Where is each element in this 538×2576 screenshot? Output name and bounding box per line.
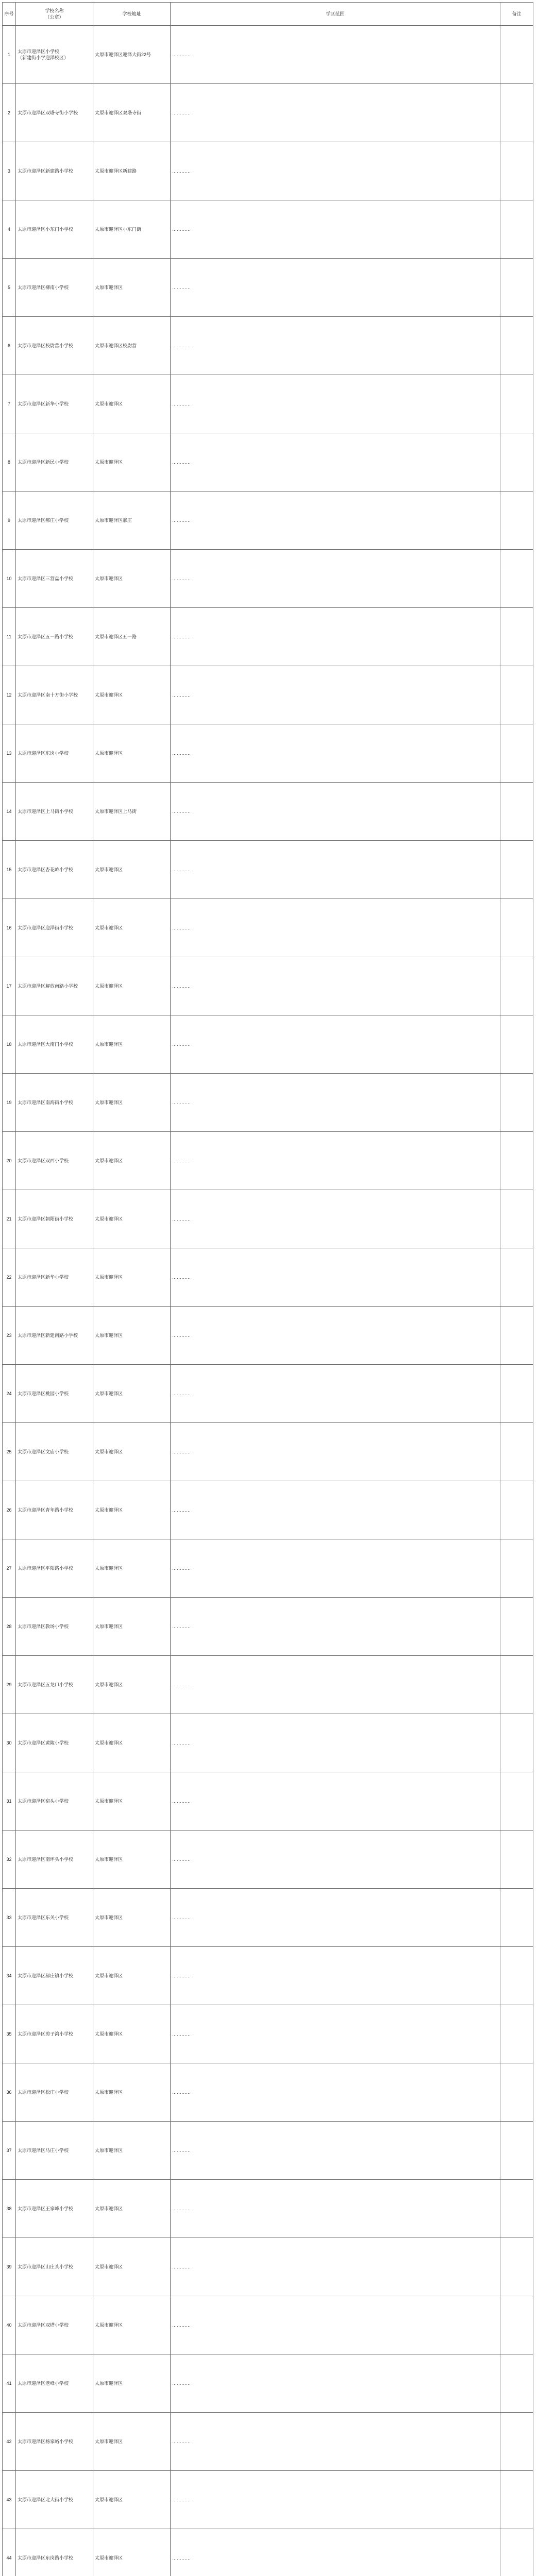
cell-district-range: ………… xyxy=(171,1772,500,1831)
table-row xyxy=(3,2413,533,2471)
table-row xyxy=(3,783,533,841)
cell-no: 3 xyxy=(3,142,16,200)
cell-school-name: 太原市迎泽区松庄小学校 xyxy=(16,2063,93,2122)
cell-district-range: ………… xyxy=(171,2180,500,2238)
cell-no: 17 xyxy=(3,957,16,1015)
cell-address: 太原市迎泽区 xyxy=(93,1132,171,1190)
header-address: 学校地址 xyxy=(93,3,171,26)
table-body xyxy=(3,26,533,2576)
cell-no: 6 xyxy=(3,317,16,375)
cell-no: 33 xyxy=(3,1889,16,1947)
cell-district-range: ………… xyxy=(171,1074,500,1132)
cell-district-range: ………… xyxy=(171,2005,500,2063)
cell-school-name: 太原市迎泽区双塔寺街小学校 xyxy=(16,84,93,142)
cell-address: 太原市迎泽区郝庄 xyxy=(93,492,171,550)
cell-address: 太原市迎泽区上马街 xyxy=(93,783,171,841)
cell-note xyxy=(500,1307,533,1365)
cell-address: 太原市迎泽区 xyxy=(93,1190,171,1248)
cell-no: 2 xyxy=(3,84,16,142)
cell-note xyxy=(500,433,533,492)
cell-address: 太原市迎泽区新建路 xyxy=(93,142,171,200)
cell-note xyxy=(500,1423,533,1481)
header-district-range: 学区范围 xyxy=(171,3,500,26)
table-row xyxy=(3,1714,533,1772)
table-row xyxy=(3,841,533,899)
cell-note xyxy=(500,1015,533,1074)
cell-note xyxy=(500,84,533,142)
table-row xyxy=(3,2296,533,2354)
cell-note xyxy=(500,1248,533,1307)
cell-no: 22 xyxy=(3,1248,16,1307)
cell-school-name: 太原市迎泽区东关小学校 xyxy=(16,1889,93,1947)
table-row xyxy=(3,1248,533,1307)
cell-school-name: 太原市迎泽区东岗路小学校 xyxy=(16,2529,93,2576)
cell-district-range: ………… xyxy=(171,957,500,1015)
cell-note xyxy=(500,2063,533,2122)
cell-school-name: 太原市迎泽区新华小学校 xyxy=(16,375,93,433)
cell-address: 太原市迎泽区 xyxy=(93,1481,171,1539)
cell-note xyxy=(500,375,533,433)
cell-school-name: 太原市迎泽区迎泽街小学校 xyxy=(16,899,93,957)
cell-address: 太原市迎泽区 xyxy=(93,666,171,724)
cell-no: 1 xyxy=(3,26,16,84)
table-row xyxy=(3,1656,533,1714)
cell-note xyxy=(500,1714,533,1772)
cell-address: 太原市迎泽区 xyxy=(93,1889,171,1947)
table-row xyxy=(3,957,533,1015)
cell-address: 太原市迎泽区 xyxy=(93,1947,171,2005)
cell-note xyxy=(500,1539,533,1598)
cell-note xyxy=(500,2122,533,2180)
table-header-row xyxy=(3,3,533,26)
cell-school-name: 太原市迎泽区新建南路小学校 xyxy=(16,1307,93,1365)
cell-note xyxy=(500,142,533,200)
table-row xyxy=(3,259,533,317)
cell-school-name: 太原市迎泽区山庄头小学校 xyxy=(16,2238,93,2296)
table-row xyxy=(3,2238,533,2296)
table-row xyxy=(3,2471,533,2529)
cell-no: 19 xyxy=(3,1074,16,1132)
cell-note xyxy=(500,200,533,259)
table-row xyxy=(3,1598,533,1656)
cell-no: 23 xyxy=(3,1307,16,1365)
table-row xyxy=(3,724,533,783)
cell-note xyxy=(500,608,533,666)
cell-school-name: 太原市迎泽区教场小学校 xyxy=(16,1598,93,1656)
cell-school-name: 太原市迎泽区郝庄镇小学校 xyxy=(16,1947,93,2005)
cell-address: 太原市迎泽区 xyxy=(93,259,171,317)
table-row xyxy=(3,1423,533,1481)
cell-no: 30 xyxy=(3,1714,16,1772)
table-row xyxy=(3,84,533,142)
cell-no: 9 xyxy=(3,492,16,550)
cell-address: 太原市迎泽区 xyxy=(93,1365,171,1423)
cell-school-name: 太原市迎泽区东岗小学校 xyxy=(16,724,93,783)
cell-note xyxy=(500,2238,533,2296)
cell-no: 35 xyxy=(3,2005,16,2063)
cell-address: 太原市迎泽区 xyxy=(93,957,171,1015)
cell-school-name: 太原市迎泽区解放南路小学校 xyxy=(16,957,93,1015)
cell-no: 10 xyxy=(3,550,16,608)
cell-note xyxy=(500,724,533,783)
cell-district-range: ………… xyxy=(171,1481,500,1539)
cell-district-range: ………… xyxy=(171,1831,500,1889)
cell-district-range: ………… xyxy=(171,1190,500,1248)
cell-address: 太原市迎泽区 xyxy=(93,1307,171,1365)
table-row xyxy=(3,1015,533,1074)
cell-no: 42 xyxy=(3,2413,16,2471)
cell-note xyxy=(500,2296,533,2354)
cell-address: 太原市迎泽区 xyxy=(93,2296,171,2354)
cell-address: 太原市迎泽区 xyxy=(93,899,171,957)
cell-school-name: 太原市迎泽区杨家峪小学校 xyxy=(16,2413,93,2471)
table-row xyxy=(3,1481,533,1539)
cell-school-name: 太原市迎泽区黄陵小学校 xyxy=(16,1714,93,1772)
cell-no: 25 xyxy=(3,1423,16,1481)
cell-no: 11 xyxy=(3,608,16,666)
cell-no: 4 xyxy=(3,200,16,259)
cell-school-name: 太原市迎泽区大南门小学校 xyxy=(16,1015,93,1074)
table-row xyxy=(3,492,533,550)
table-row xyxy=(3,1831,533,1889)
school-district-table xyxy=(2,2,533,2576)
cell-note xyxy=(500,317,533,375)
cell-no: 29 xyxy=(3,1656,16,1714)
cell-school-name: 太原市迎泽区青年路小学校 xyxy=(16,1481,93,1539)
cell-district-range: ………… xyxy=(171,317,500,375)
cell-school-name: 太原市迎泽区新华小学校 xyxy=(16,1248,93,1307)
cell-no: 24 xyxy=(3,1365,16,1423)
cell-note xyxy=(500,259,533,317)
cell-note xyxy=(500,550,533,608)
cell-address: 太原市迎泽区 xyxy=(93,1831,171,1889)
cell-address: 太原市迎泽区 xyxy=(93,1656,171,1714)
cell-district-range: ………… xyxy=(171,550,500,608)
cell-address: 太原市迎泽区校尉营 xyxy=(93,317,171,375)
cell-district-range: ………… xyxy=(171,2063,500,2122)
table-row xyxy=(3,899,533,957)
cell-address: 太原市迎泽区 xyxy=(93,1539,171,1598)
cell-note xyxy=(500,1598,533,1656)
cell-no: 36 xyxy=(3,2063,16,2122)
cell-school-name: 太原市迎泽区南坪头小学校 xyxy=(16,1831,93,1889)
table-row xyxy=(3,1539,533,1598)
cell-no: 14 xyxy=(3,783,16,841)
cell-school-name: 太原市迎泽区文庙小学校 xyxy=(16,1423,93,1481)
cell-note xyxy=(500,1831,533,1889)
cell-district-range: ………… xyxy=(171,724,500,783)
cell-district-range: ………… xyxy=(171,1539,500,1598)
cell-no: 39 xyxy=(3,2238,16,2296)
cell-school-name: 太原市迎泽区朝阳街小学校 xyxy=(16,1190,93,1248)
cell-address: 太原市迎泽区 xyxy=(93,2471,171,2529)
table-row xyxy=(3,317,533,375)
table-row xyxy=(3,2180,533,2238)
cell-no: 38 xyxy=(3,2180,16,2238)
cell-district-range: ………… xyxy=(171,1714,500,1772)
cell-no: 7 xyxy=(3,375,16,433)
cell-district-range: ………… xyxy=(171,1656,500,1714)
cell-no: 21 xyxy=(3,1190,16,1248)
cell-address: 太原市迎泽区 xyxy=(93,1074,171,1132)
cell-no: 18 xyxy=(3,1015,16,1074)
table-row xyxy=(3,375,533,433)
cell-district-range: ………… xyxy=(171,492,500,550)
cell-address: 太原市迎泽区 xyxy=(93,2529,171,2576)
cell-address: 太原市迎泽区小东门街 xyxy=(93,200,171,259)
cell-no: 31 xyxy=(3,1772,16,1831)
table-row xyxy=(3,1307,533,1365)
table-row xyxy=(3,200,533,259)
cell-district-range: ………… xyxy=(171,433,500,492)
table-row xyxy=(3,1132,533,1190)
cell-no: 32 xyxy=(3,1831,16,1889)
cell-district-range: ………… xyxy=(171,1132,500,1190)
cell-no: 41 xyxy=(3,2354,16,2413)
cell-school-name: 太原市迎泽区马庄小学校 xyxy=(16,2122,93,2180)
cell-no: 5 xyxy=(3,259,16,317)
cell-district-range: ………… xyxy=(171,200,500,259)
cell-school-name: 太原市迎泽区校尉营小学校 xyxy=(16,317,93,375)
cell-no: 15 xyxy=(3,841,16,899)
cell-note xyxy=(500,1889,533,1947)
table-row xyxy=(3,1190,533,1248)
enrollment-table-frame xyxy=(2,2,533,2576)
header-note: 备注 xyxy=(500,3,533,26)
cell-address: 太原市迎泽区 xyxy=(93,724,171,783)
cell-address: 太原市迎泽区 xyxy=(93,2180,171,2238)
cell-note xyxy=(500,26,533,84)
cell-school-name: 太原市迎泽区双西小学校 xyxy=(16,1132,93,1190)
cell-no: 26 xyxy=(3,1481,16,1539)
table-row xyxy=(3,433,533,492)
cell-no: 37 xyxy=(3,2122,16,2180)
cell-note xyxy=(500,1074,533,1132)
cell-district-range: ………… xyxy=(171,2238,500,2296)
cell-address: 太原市迎泽区 xyxy=(93,1423,171,1481)
cell-school-name: 太原市迎泽区五龙口小学校 xyxy=(16,1656,93,1714)
cell-school-name: 太原市迎泽区南海街小学校 xyxy=(16,1074,93,1132)
cell-no: 44 xyxy=(3,2529,16,2576)
cell-address: 太原市迎泽区 xyxy=(93,1772,171,1831)
cell-note xyxy=(500,957,533,1015)
cell-district-range: ………… xyxy=(171,2413,500,2471)
cell-district-range: ………… xyxy=(171,1365,500,1423)
cell-school-name: 太原市迎泽区王家峰小学校 xyxy=(16,2180,93,2238)
cell-note xyxy=(500,2413,533,2471)
cell-address: 太原市迎泽区五一路 xyxy=(93,608,171,666)
cell-no: 8 xyxy=(3,433,16,492)
cell-note xyxy=(500,1656,533,1714)
cell-address: 太原市迎泽区 xyxy=(93,1248,171,1307)
cell-district-range: ………… xyxy=(171,1423,500,1481)
cell-district-range: ………… xyxy=(171,2296,500,2354)
cell-district-range: ………… xyxy=(171,2354,500,2413)
cell-note xyxy=(500,2005,533,2063)
cell-no: 12 xyxy=(3,666,16,724)
cell-school-name: 太原市迎泽区新建路小学校 xyxy=(16,142,93,200)
cell-school-name: 太原市迎泽区郝庄小学校 xyxy=(16,492,93,550)
cell-address: 太原市迎泽区 xyxy=(93,1714,171,1772)
cell-address: 太原市迎泽区 xyxy=(93,1015,171,1074)
cell-address: 太原市迎泽区 xyxy=(93,841,171,899)
cell-address: 太原市迎泽区 xyxy=(93,375,171,433)
cell-district-range: ………… xyxy=(171,142,500,200)
table-row xyxy=(3,550,533,608)
cell-district-range: ………… xyxy=(171,2471,500,2529)
table-row xyxy=(3,2005,533,2063)
cell-district-range: ………… xyxy=(171,1889,500,1947)
cell-district-range: ………… xyxy=(171,2529,500,2576)
table-row xyxy=(3,2529,533,2576)
cell-no: 40 xyxy=(3,2296,16,2354)
table-row xyxy=(3,26,533,84)
cell-address: 太原市迎泽区 xyxy=(93,2063,171,2122)
cell-no: 16 xyxy=(3,899,16,957)
cell-school-name: 太原市迎泽区剪子湾小学校 xyxy=(16,2005,93,2063)
table-row xyxy=(3,2063,533,2122)
cell-school-name: 太原市迎泽区老峰小学校 xyxy=(16,2354,93,2413)
cell-no: 28 xyxy=(3,1598,16,1656)
cell-note xyxy=(500,2354,533,2413)
cell-note xyxy=(500,666,533,724)
cell-district-range: ………… xyxy=(171,259,500,317)
cell-note xyxy=(500,841,533,899)
cell-address: 太原市迎泽区 xyxy=(93,550,171,608)
table-row xyxy=(3,1889,533,1947)
cell-note xyxy=(500,1132,533,1190)
cell-note xyxy=(500,1365,533,1423)
cell-district-range: ………… xyxy=(171,783,500,841)
cell-note xyxy=(500,783,533,841)
cell-district-range: ………… xyxy=(171,1015,500,1074)
cell-address: 太原市迎泽区 xyxy=(93,2122,171,2180)
cell-school-name: 太原市迎泽区平阳路小学校 xyxy=(16,1539,93,1598)
cell-note xyxy=(500,2529,533,2576)
cell-school-name: 太原市迎泽区小东门小学校 xyxy=(16,200,93,259)
cell-address: 太原市迎泽区双塔寺街 xyxy=(93,84,171,142)
cell-no: 13 xyxy=(3,724,16,783)
table-row xyxy=(3,142,533,200)
cell-district-range: ………… xyxy=(171,26,500,84)
table-row xyxy=(3,1074,533,1132)
cell-district-range: ………… xyxy=(171,84,500,142)
cell-district-range: ………… xyxy=(171,2122,500,2180)
cell-note xyxy=(500,1190,533,1248)
cell-school-name: 太原市迎泽区上马街小学校 xyxy=(16,783,93,841)
cell-district-range: ………… xyxy=(171,1947,500,2005)
cell-district-range: ………… xyxy=(171,375,500,433)
table-row xyxy=(3,666,533,724)
cell-school-name: 太原市迎泽区三营盘小学校 xyxy=(16,550,93,608)
cell-district-range: ………… xyxy=(171,666,500,724)
cell-no: 34 xyxy=(3,1947,16,2005)
cell-school-name: 太原市迎泽区窑头小学校 xyxy=(16,1772,93,1831)
cell-no: 43 xyxy=(3,2471,16,2529)
cell-address: 太原市迎泽区 xyxy=(93,433,171,492)
table-row xyxy=(3,1947,533,2005)
cell-note xyxy=(500,492,533,550)
cell-school-name: 太原市迎泽区桃园小学校 xyxy=(16,1365,93,1423)
cell-note xyxy=(500,2180,533,2238)
cell-school-name: 太原市迎泽区北大街小学校 xyxy=(16,2471,93,2529)
table-row xyxy=(3,2122,533,2180)
table-row xyxy=(3,608,533,666)
cell-district-range: ………… xyxy=(171,841,500,899)
cell-district-range: ………… xyxy=(171,608,500,666)
cell-address: 太原市迎泽区迎泽大街22号 xyxy=(93,26,171,84)
cell-note xyxy=(500,2471,533,2529)
cell-school-name: 太原市迎泽区新民小学校 xyxy=(16,433,93,492)
cell-district-range: ………… xyxy=(171,1598,500,1656)
cell-school-name: 太原市迎泽区五一路小学校 xyxy=(16,608,93,666)
cell-district-range: ………… xyxy=(171,899,500,957)
cell-school-name: 太原市迎泽区柳南小学校 xyxy=(16,259,93,317)
header-no: 序号 xyxy=(3,3,16,26)
cell-address: 太原市迎泽区 xyxy=(93,2005,171,2063)
cell-address: 太原市迎泽区 xyxy=(93,2354,171,2413)
table-row xyxy=(3,2354,533,2413)
cell-school-name: 太原市迎泽区南十方街小学校 xyxy=(16,666,93,724)
cell-district-range: ………… xyxy=(171,1248,500,1307)
cell-note xyxy=(500,1947,533,2005)
table-row xyxy=(3,1772,533,1831)
cell-note xyxy=(500,1481,533,1539)
cell-address: 太原市迎泽区 xyxy=(93,2413,171,2471)
cell-no: 20 xyxy=(3,1132,16,1190)
cell-address: 太原市迎泽区 xyxy=(93,1598,171,1656)
cell-school-name: 太原市迎泽区双塔小学校 xyxy=(16,2296,93,2354)
cell-note xyxy=(500,899,533,957)
cell-address: 太原市迎泽区 xyxy=(93,2238,171,2296)
cell-school-name: 太原市迎泽区杏花岭小学校 xyxy=(16,841,93,899)
table-row xyxy=(3,1365,533,1423)
cell-no: 27 xyxy=(3,1539,16,1598)
cell-district-range: ………… xyxy=(171,1307,500,1365)
header-school-name: 学校名称 （公章） xyxy=(16,3,93,26)
cell-note xyxy=(500,1772,533,1831)
cell-school-name: 太原市迎泽区小学校 （新建街小学迎泽校区） xyxy=(16,26,93,84)
